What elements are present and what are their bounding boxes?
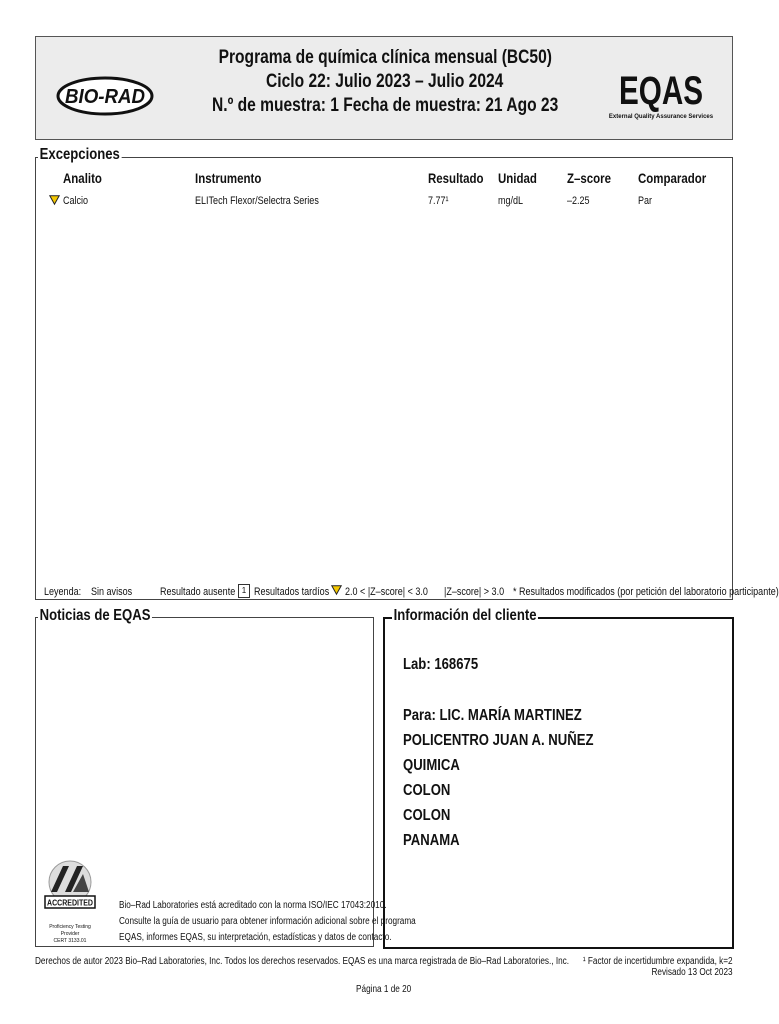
- client-province: COLON: [403, 807, 451, 824]
- client-department: QUIMICA: [403, 757, 460, 774]
- client-country: PANAMA: [403, 832, 460, 849]
- eqas-logo: [608, 66, 714, 126]
- column-header-instrument: Instrumento: [195, 170, 262, 186]
- badge-text: ACCREDITED: [47, 898, 94, 908]
- biorad-logo-text: BIO-RAD: [65, 86, 145, 108]
- client-city: COLON: [403, 782, 451, 799]
- cell-comparator: Par: [638, 195, 653, 207]
- lab-number: Lab: 168675: [403, 656, 479, 673]
- cell-result: 7.77¹: [428, 195, 449, 207]
- eqas-logo-text: EQAS: [619, 69, 703, 113]
- badge-caption-line-1: Proficiency Testing Provider: [49, 924, 91, 937]
- report-title: Programa de química clínica mensual (BC50): [218, 47, 552, 68]
- accreditation-line-1: Bio–Rad Laboratories está acreditado con la norma ISO/IEC 17043:2010.: [119, 900, 387, 911]
- cell-unit: mg/dL: [498, 195, 524, 207]
- legend-warn-high: |Z–score| > 3.0: [444, 586, 505, 598]
- badge-caption-line-2: CERT 3133.01: [53, 938, 87, 944]
- footer-copyright: Derechos de autor 2023 Bio–Rad Laboratories, Inc. Todos los derechos reservados. EQAS es una marca registrada de Bio–Rad Laboratories., Inc.: [35, 956, 570, 967]
- cell-analyte: Calcio: [63, 195, 89, 207]
- page-number: Página 1 de 20: [356, 984, 412, 995]
- cell-zscore: –2.25: [567, 195, 590, 207]
- legend-no-warning: Sin avisos: [91, 586, 133, 598]
- legend-label: Leyenda:: [44, 586, 82, 598]
- column-header-analyte: Analito: [63, 170, 102, 186]
- client-institution: POLICENTRO JUAN A. NUÑEZ: [403, 732, 594, 749]
- column-header-zscore: Z–score: [567, 170, 612, 186]
- client-title: Información del cliente: [393, 607, 537, 624]
- warning-triangle-icon: [49, 195, 60, 205]
- late-result-icon: 1: [238, 584, 250, 598]
- footer-revised: Revisado 13 Oct 2023: [651, 967, 733, 978]
- accreditation-line-3: EQAS, informes EQAS, su interpretación, estadísticas y datos de contacto.: [119, 932, 392, 943]
- accreditation-badge-icon: [43, 860, 97, 910]
- sample-line: N.º de muestra: 1 Fecha de muestra: 21 Ago 23: [211, 95, 559, 116]
- footer-notes: [550, 956, 733, 978]
- legend-late: Resultados tardíos: [254, 586, 330, 598]
- accreditation-line-2: Consulte la guía de usuario para obtener información adicional sobre el programa: [119, 916, 416, 927]
- news-title: Noticias de EQAS: [39, 607, 151, 624]
- warning-triangle-icon: [331, 585, 342, 595]
- eqas-logo-subtitle: External Quality Assurance Services: [608, 114, 714, 120]
- cell-instrument: ELITech Flexor/Selectra Series: [195, 195, 319, 207]
- biorad-logo: [56, 76, 154, 116]
- exceptions-panel: [35, 157, 733, 600]
- client-recipient: Para: LIC. MARÍA MARTINEZ: [403, 707, 582, 724]
- footer-factor: ¹ Factor de incertidumbre expandida, k=2: [583, 956, 733, 967]
- column-header-comparator: Comparador: [638, 170, 707, 186]
- legend-missing: Resultado ausente: [160, 586, 236, 598]
- legend-warn-low: 2.0 < |Z–score| < 3.0: [345, 586, 428, 598]
- badge-caption: [40, 924, 100, 945]
- column-header-result: Resultado: [428, 170, 484, 186]
- column-header-unit: Unidad: [498, 170, 537, 186]
- cycle-line: Ciclo 22: Julio 2023 – Julio 2024: [266, 71, 504, 92]
- exceptions-title: Excepciones: [39, 146, 120, 163]
- legend-modified: * Resultados modificados (por petición del laboratorio participante): [513, 586, 779, 598]
